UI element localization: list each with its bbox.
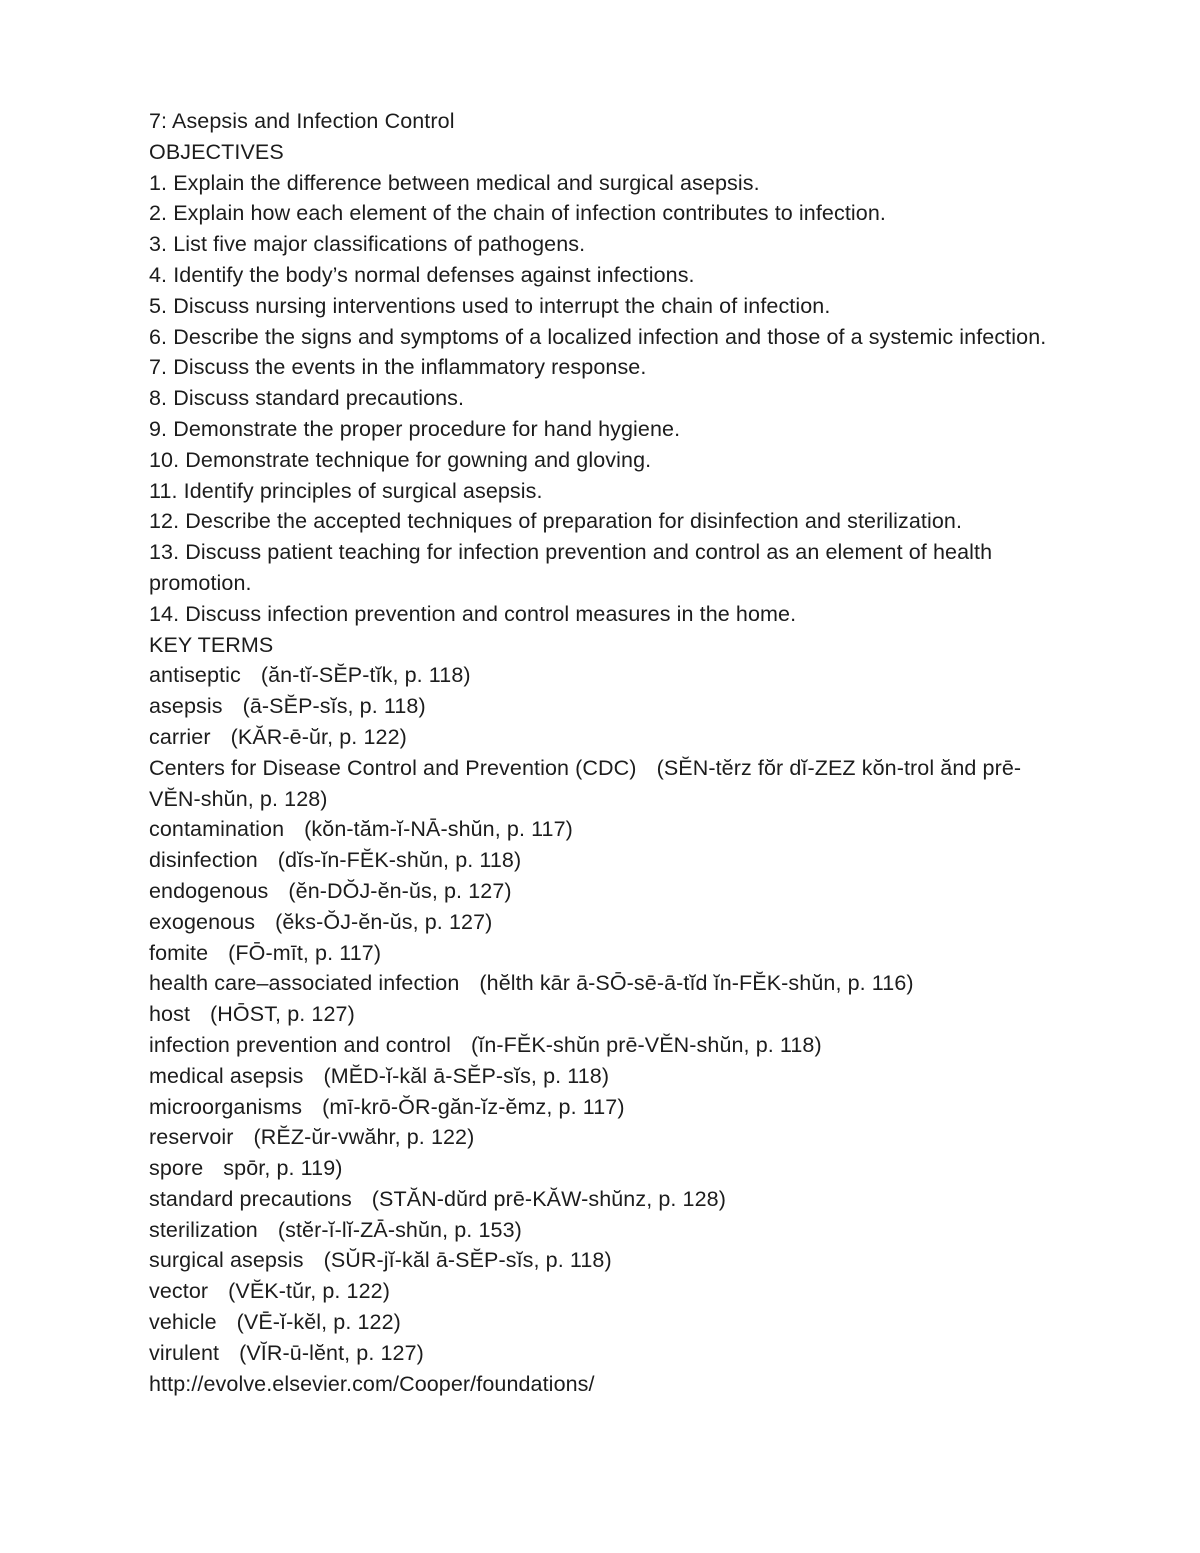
- key-term: fomite: [149, 940, 209, 965]
- objective-item: 3. List five major classifications of pathogens.: [149, 232, 586, 257]
- key-term: microorganisms: [149, 1094, 303, 1119]
- key-term-row: [149, 907, 1069, 938]
- key-term-pronunciation: (stĕr-ĭ-lĭ-ZĀ-shŭn, p. 153): [277, 1217, 522, 1242]
- key-term-row: [149, 1030, 1069, 1061]
- key-term: contamination: [149, 817, 285, 842]
- key-term-row: [149, 1122, 1069, 1153]
- objective-item: 8. Discuss standard precautions.: [149, 386, 465, 411]
- document-page: [149, 106, 1069, 1399]
- key-term-row: [149, 938, 1069, 969]
- objective-item: 5. Discuss nursing interventions used to interrupt the chain of infection.: [149, 293, 831, 318]
- objective-item: 9. Demonstrate the proper procedure for hand hygiene.: [149, 416, 681, 441]
- key-term-row: [149, 1184, 1069, 1215]
- key-term-row: [149, 1276, 1069, 1307]
- key-term-row: [149, 968, 1069, 999]
- objective-item: 6. Describe the signs and symptoms of a localized infection and those of a systemic infection.: [149, 324, 1047, 349]
- key-term: sterilization: [149, 1217, 258, 1242]
- key-term-row: [149, 1245, 1069, 1276]
- key-term-pronunciation: (VĒ-ĭ-kĕl, p. 122): [236, 1310, 401, 1335]
- objective-item: 12. Describe the accepted techniques of preparation for disinfection and sterilization.: [149, 509, 963, 534]
- key-term-row: [149, 845, 1069, 876]
- key-term: medical asepsis: [149, 1063, 304, 1088]
- key-term: surgical asepsis: [149, 1248, 304, 1273]
- objective-item: 4. Identify the body’s normal defenses against infections.: [149, 262, 695, 287]
- key-term-row: [149, 1307, 1069, 1338]
- key-term-pronunciation: (ĕks-ŎJ-ĕn-ŭs, p. 127): [275, 909, 493, 934]
- objective-item: 13. Discuss patient teaching for infection prevention and control as an element of health promotion.: [149, 540, 999, 595]
- key-term-pronunciation: (STĂN-dŭrd prē-KĂW-shŭnz, p. 128): [371, 1186, 726, 1211]
- key-term: vehicle: [149, 1310, 217, 1335]
- key-term-pronunciation: (ĭn-FĔK-shŭn prē-VĔN-shŭn, p. 118): [471, 1032, 822, 1057]
- key-term-row: [149, 814, 1069, 845]
- key-term: vector: [149, 1279, 209, 1304]
- key-term-pronunciation: (ĕn-DŎJ-ĕn-ŭs, p. 127): [288, 878, 512, 903]
- objective-item: 10. Demonstrate technique for gowning and gloving.: [149, 447, 652, 472]
- key-term-row: [149, 1338, 1069, 1369]
- key-term: standard precautions: [149, 1186, 352, 1211]
- key-term-row: [149, 660, 1069, 691]
- key-term-row: [149, 1153, 1069, 1184]
- key-term-pronunciation: (VĔK-tŭr, p. 122): [228, 1279, 390, 1304]
- key-term: exogenous: [149, 909, 256, 934]
- key-term: health care–associated infection: [149, 971, 460, 996]
- key-term-pronunciation: (VĬR-ū-lĕnt, p. 127): [239, 1340, 424, 1365]
- key-term-pronunciation: (kŏn-tăm-ĭ-NĀ-shŭn, p. 117): [304, 817, 573, 842]
- key-term: reservoir: [149, 1125, 234, 1150]
- key-term-pronunciation: (KĂR-ē-ŭr, p. 122): [230, 724, 407, 749]
- key-term: antiseptic: [149, 663, 241, 688]
- key-term: Centers for Disease Control and Prevention (CDC): [149, 755, 637, 780]
- key-terms-heading: KEY TERMS: [149, 632, 274, 657]
- objective-item: 2. Explain how each element of the chain of infection contributes to infection.: [149, 201, 886, 226]
- key-term: infection prevention and control: [149, 1032, 452, 1057]
- evolve-link: http://evolve.elsevier.com/Cooper/foundations/: [149, 1371, 595, 1396]
- key-term-row: [149, 753, 1069, 815]
- key-term-row: [149, 876, 1069, 907]
- key-term-row: [149, 1092, 1069, 1123]
- objective-item: 11. Identify principles of surgical asepsis.: [149, 478, 543, 503]
- key-term-pronunciation: (mī-krō-ŎR-găn-ĭz-ĕmz, p. 117): [322, 1094, 625, 1119]
- key-term-pronunciation: (FŌ-mīt, p. 117): [228, 940, 382, 965]
- key-term-row: [149, 722, 1069, 753]
- objective-item: 1. Explain the difference between medical and surgical asepsis.: [149, 170, 760, 195]
- chapter-title: 7: Asepsis and Infection Control: [149, 109, 455, 133]
- key-term-pronunciation: (ā-SĔP-sĭs, p. 118): [242, 694, 426, 719]
- key-term-pronunciation: (HŌST, p. 127): [210, 1002, 355, 1027]
- key-term: endogenous: [149, 878, 269, 903]
- objectives-list: [149, 168, 1069, 630]
- key-term: carrier: [149, 724, 211, 749]
- key-term-row: [149, 999, 1069, 1030]
- objective-item: 14. Discuss infection prevention and control measures in the home.: [149, 601, 797, 626]
- key-term-pronunciation: (dĭs-ĭn-FĔK-shŭn, p. 118): [277, 848, 522, 873]
- objectives-heading: OBJECTIVES: [149, 139, 284, 164]
- key-term-row: [149, 1215, 1069, 1246]
- key-term-pronunciation: (SĔN-tĕrz fŏr dĭ-ZEZ kŏn-trol ănd prē-VĔN-shŭn, p. 128): [149, 755, 1022, 811]
- key-term: disinfection: [149, 848, 258, 873]
- key-term-pronunciation: (MĔD-ĭ-kăl ā-SĔP-sĭs, p. 118): [323, 1063, 610, 1088]
- key-term-pronunciation: (ăn-tĭ-SĔP-tĭk, p. 118): [260, 663, 471, 688]
- key-term-pronunciation: spōr, p. 119): [223, 1156, 343, 1181]
- key-term: spore: [149, 1156, 204, 1181]
- key-term-row: [149, 691, 1069, 722]
- objective-item: 7. Discuss the events in the inflammatory response.: [149, 355, 647, 380]
- key-term-row: [149, 1061, 1069, 1092]
- key-term: host: [149, 1002, 191, 1027]
- key-term: asepsis: [149, 694, 223, 719]
- key-terms-list: [149, 660, 1069, 1368]
- key-term-pronunciation: (RĔZ-ŭr-vwăhr, p. 122): [253, 1125, 475, 1150]
- key-term-pronunciation: (SŬR-jĭ-kăl ā-SĔP-sĭs, p. 118): [323, 1248, 612, 1273]
- key-term-pronunciation: (hĕlth kār ā-SŌ-sē-ā-tĭd ĭn-FĔK-shŭn, p. 116): [479, 971, 914, 996]
- key-term: virulent: [149, 1340, 220, 1365]
